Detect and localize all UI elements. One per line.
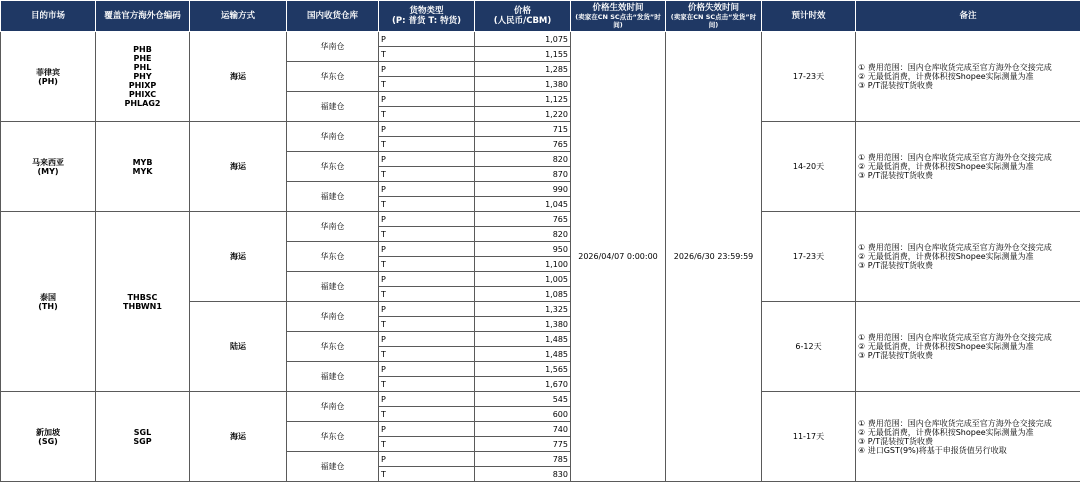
goods-type-cell: T (379, 227, 475, 242)
domestic-warehouse-cell: 福建仓 (287, 182, 379, 212)
goods-type-cell: T (379, 257, 475, 272)
warehouse-code: PHY (133, 72, 152, 81)
price-cell: 545 (475, 392, 571, 407)
price-cell: 1,380 (475, 317, 571, 332)
warehouse-code: MYB (132, 157, 153, 167)
goods-type-cell: P (379, 32, 475, 47)
warehouse-codes-cell (96, 212, 190, 392)
price-cell: 1,100 (475, 257, 571, 272)
remarks-cell (856, 32, 1080, 122)
warehouse-code: PHB (133, 45, 152, 54)
price-cell: 830 (475, 467, 571, 482)
remark-line: ③ P/T混装按T货收费 (858, 261, 934, 270)
warehouse-code: PHL (133, 63, 152, 72)
price-cell: 765 (475, 137, 571, 152)
transport-mode-cell: 陆运 (190, 302, 287, 392)
lead-time-cell: 14-20天 (762, 122, 856, 212)
market-name: 菲律宾 (36, 67, 60, 77)
domestic-warehouse-cell: 福建仓 (287, 272, 379, 302)
goods-type-cell: T (379, 377, 475, 392)
remark-line: ① 费用范围：国内仓库收货完成至官方海外仓交接完成 (858, 63, 1052, 72)
price-cell: 1,005 (475, 272, 571, 287)
lead-time-cell: 11-17天 (762, 392, 856, 482)
goods-type-cell: P (379, 332, 475, 347)
price-cell: 1,125 (475, 92, 571, 107)
lead-time-cell: 17-23天 (762, 32, 856, 122)
transport-mode-cell: 海运 (190, 122, 287, 212)
goods-type-cell: P (379, 422, 475, 437)
price-cell: 1,325 (475, 302, 571, 317)
market-code: (MY) (37, 166, 59, 176)
warehouse-code: SGL (133, 427, 152, 437)
warehouse-code: THBSC (127, 292, 158, 302)
price-cell: 1,075 (475, 32, 571, 47)
header-dest: 目的市场 (1, 1, 96, 32)
header-expiry-sub: (卖家在CN SC点击“发货”时间) (670, 13, 757, 29)
price-cell: 1,380 (475, 77, 571, 92)
market-cell (1, 392, 96, 482)
goods-type-cell: P (379, 392, 475, 407)
domestic-warehouse-cell: 福建仓 (287, 362, 379, 392)
price-cell: 1,285 (475, 62, 571, 77)
transport-mode-cell: 海运 (190, 212, 287, 302)
goods-type-cell: P (379, 92, 475, 107)
price-cell: 870 (475, 167, 571, 182)
table-row (1, 122, 1080, 137)
goods-type-cell: T (379, 347, 475, 362)
header-expiry (666, 1, 762, 32)
domestic-warehouse-cell: 华南仓 (287, 302, 379, 332)
price-cell: 990 (475, 182, 571, 197)
goods-type-cell: P (379, 182, 475, 197)
header-effective-sub: (卖家在CN SC点击“发货”时间) (575, 13, 661, 29)
goods-type-cell: T (379, 167, 475, 182)
goods-type-cell: T (379, 77, 475, 92)
domestic-warehouse-cell: 华东仓 (287, 332, 379, 362)
remark-line: ② 无最低消费，计费体积按Shopee实际测量为准 (858, 427, 1034, 437)
goods-type-cell: P (379, 242, 475, 257)
domestic-warehouse-cell: 华南仓 (287, 392, 379, 422)
goods-type-cell: T (379, 47, 475, 62)
warehouse-codes-cell (96, 392, 190, 482)
remark-line: ① 费用范围：国内仓库收货完成至官方海外仓交接完成 (858, 243, 1052, 252)
domestic-warehouse-cell: 华东仓 (287, 62, 379, 92)
domestic-warehouse-cell: 华东仓 (287, 152, 379, 182)
price-cell: 1,565 (475, 362, 571, 377)
transport-mode-cell: 海运 (190, 32, 287, 122)
domestic-warehouse-cell: 华南仓 (287, 32, 379, 62)
remark-line: ③ P/T混装按T货收费 (858, 436, 934, 446)
remark-line: ① 费用范围：国内仓库收货完成至官方海外仓交接完成 (858, 418, 1052, 428)
remark-line: ② 无最低消费，计费体积按Shopee实际测量为准 (858, 162, 1034, 171)
market-name: 新加坡 (36, 427, 60, 437)
goods-type-cell: P (379, 122, 475, 137)
remarks-cell (856, 302, 1080, 392)
header-transport: 运输方式 (190, 1, 287, 32)
goods-type-cell: T (379, 137, 475, 152)
remarks-cell (856, 122, 1080, 212)
lead-time-cell: 6-12天 (762, 302, 856, 392)
price-cell: 1,155 (475, 47, 571, 62)
header-price-title: 价格 (513, 6, 531, 16)
domestic-warehouse-cell: 福建仓 (287, 452, 379, 482)
price-cell: 740 (475, 422, 571, 437)
domestic-warehouse-cell: 华东仓 (287, 242, 379, 272)
warehouse-codes-cell (96, 122, 190, 212)
rate-table-body (1, 32, 1080, 482)
remarks-cell (856, 392, 1080, 482)
header-price-sub: (人民币/CBM) (493, 16, 552, 26)
market-name: 泰国 (40, 292, 56, 302)
goods-type-cell: T (379, 197, 475, 212)
price-cell: 715 (475, 122, 571, 137)
transport-mode-cell: 海运 (190, 392, 287, 482)
warehouse-code: THBWN1 (123, 301, 162, 311)
price-cell: 950 (475, 242, 571, 257)
remark-line: ① 费用范围：国内仓库收货完成至官方海外仓交接完成 (858, 153, 1052, 162)
goods-type-cell: P (379, 452, 475, 467)
remark-line: ① 费用范围：国内仓库收货完成至官方海外仓交接完成 (858, 333, 1052, 342)
header-lead-time: 预计时效 (762, 1, 856, 32)
remark-line: ② 无最低消费，计费体积按Shopee实际测量为准 (858, 72, 1034, 81)
header-expiry-title: 价格失效时间 (687, 3, 739, 13)
table-row (1, 392, 1080, 407)
warehouse-code: PHLAG2 (124, 99, 161, 108)
warehouse-codes-cell (96, 32, 190, 122)
header-warehouse-codes: 覆盖官方海外仓编码 (96, 1, 190, 32)
header-price (475, 1, 571, 32)
price-cell: 1,485 (475, 332, 571, 347)
goods-type-cell: T (379, 287, 475, 302)
goods-type-cell: T (379, 107, 475, 122)
price-cell: 765 (475, 212, 571, 227)
market-name: 马来西亚 (32, 157, 64, 167)
header-goods-type-title: 货物类型 (409, 6, 444, 16)
warehouse-code: MYK (132, 166, 153, 176)
remark-line: ② 无最低消费，计费体积按Shopee实际测量为准 (858, 342, 1034, 351)
header-row (1, 1, 1080, 32)
domestic-warehouse-cell: 华南仓 (287, 122, 379, 152)
goods-type-cell: P (379, 272, 475, 287)
remark-line: ② 无最低消费，计费体积按Shopee实际测量为准 (858, 252, 1034, 261)
market-cell (1, 122, 96, 212)
price-cell: 1,670 (475, 377, 571, 392)
goods-type-cell: P (379, 302, 475, 317)
market-cell (1, 32, 96, 122)
effective-time-cell: 2026/04/07 0:00:00 (571, 32, 666, 482)
domestic-warehouse-cell: 华东仓 (287, 422, 379, 452)
remark-line: ④ 进口GST(9%)将基于申报货值另行收取 (858, 445, 1007, 455)
remarks-cell (856, 212, 1080, 302)
table-row (1, 32, 1080, 47)
goods-type-cell: T (379, 407, 475, 422)
price-cell: 785 (475, 452, 571, 467)
lead-time-cell: 17-23天 (762, 212, 856, 302)
header-domestic-warehouse: 国内收货仓库 (287, 1, 379, 32)
goods-type-cell: T (379, 467, 475, 482)
domestic-warehouse-cell: 福建仓 (287, 92, 379, 122)
price-cell: 1,085 (475, 287, 571, 302)
price-cell: 1,485 (475, 347, 571, 362)
header-remarks: 备注 (856, 1, 1080, 32)
price-cell: 820 (475, 227, 571, 242)
price-cell: 1,220 (475, 107, 571, 122)
market-code: (PH) (38, 76, 58, 86)
price-cell: 820 (475, 152, 571, 167)
market-code: (TH) (38, 301, 58, 311)
price-cell: 775 (475, 437, 571, 452)
remark-line: ③ P/T混装按T货收费 (858, 171, 934, 180)
table-row (1, 212, 1080, 227)
goods-type-cell: P (379, 212, 475, 227)
domestic-warehouse-cell: 华南仓 (287, 212, 379, 242)
remark-line: ③ P/T混装按T货收费 (858, 81, 934, 90)
goods-type-cell: P (379, 152, 475, 167)
warehouse-code: PHE (133, 54, 152, 63)
market-code: (SG) (38, 436, 58, 446)
goods-type-cell: P (379, 62, 475, 77)
market-cell (1, 212, 96, 392)
header-goods-type-sub: (P: 普货 T: 特货) (391, 16, 461, 26)
price-cell: 1,045 (475, 197, 571, 212)
goods-type-cell: T (379, 437, 475, 452)
goods-type-cell: T (379, 317, 475, 332)
warehouse-code: SGP (133, 436, 152, 446)
expiry-time-cell: 2026/6/30 23:59:59 (666, 32, 762, 482)
remark-line: ③ P/T混装按T货收费 (858, 351, 934, 360)
header-goods-type (379, 1, 475, 32)
price-cell: 600 (475, 407, 571, 422)
header-effective-title: 价格生效时间 (592, 3, 644, 13)
warehouse-code: PHIXP (128, 81, 157, 90)
warehouse-code: PHIXC (128, 90, 157, 99)
goods-type-cell: P (379, 362, 475, 377)
header-effective (571, 1, 666, 32)
